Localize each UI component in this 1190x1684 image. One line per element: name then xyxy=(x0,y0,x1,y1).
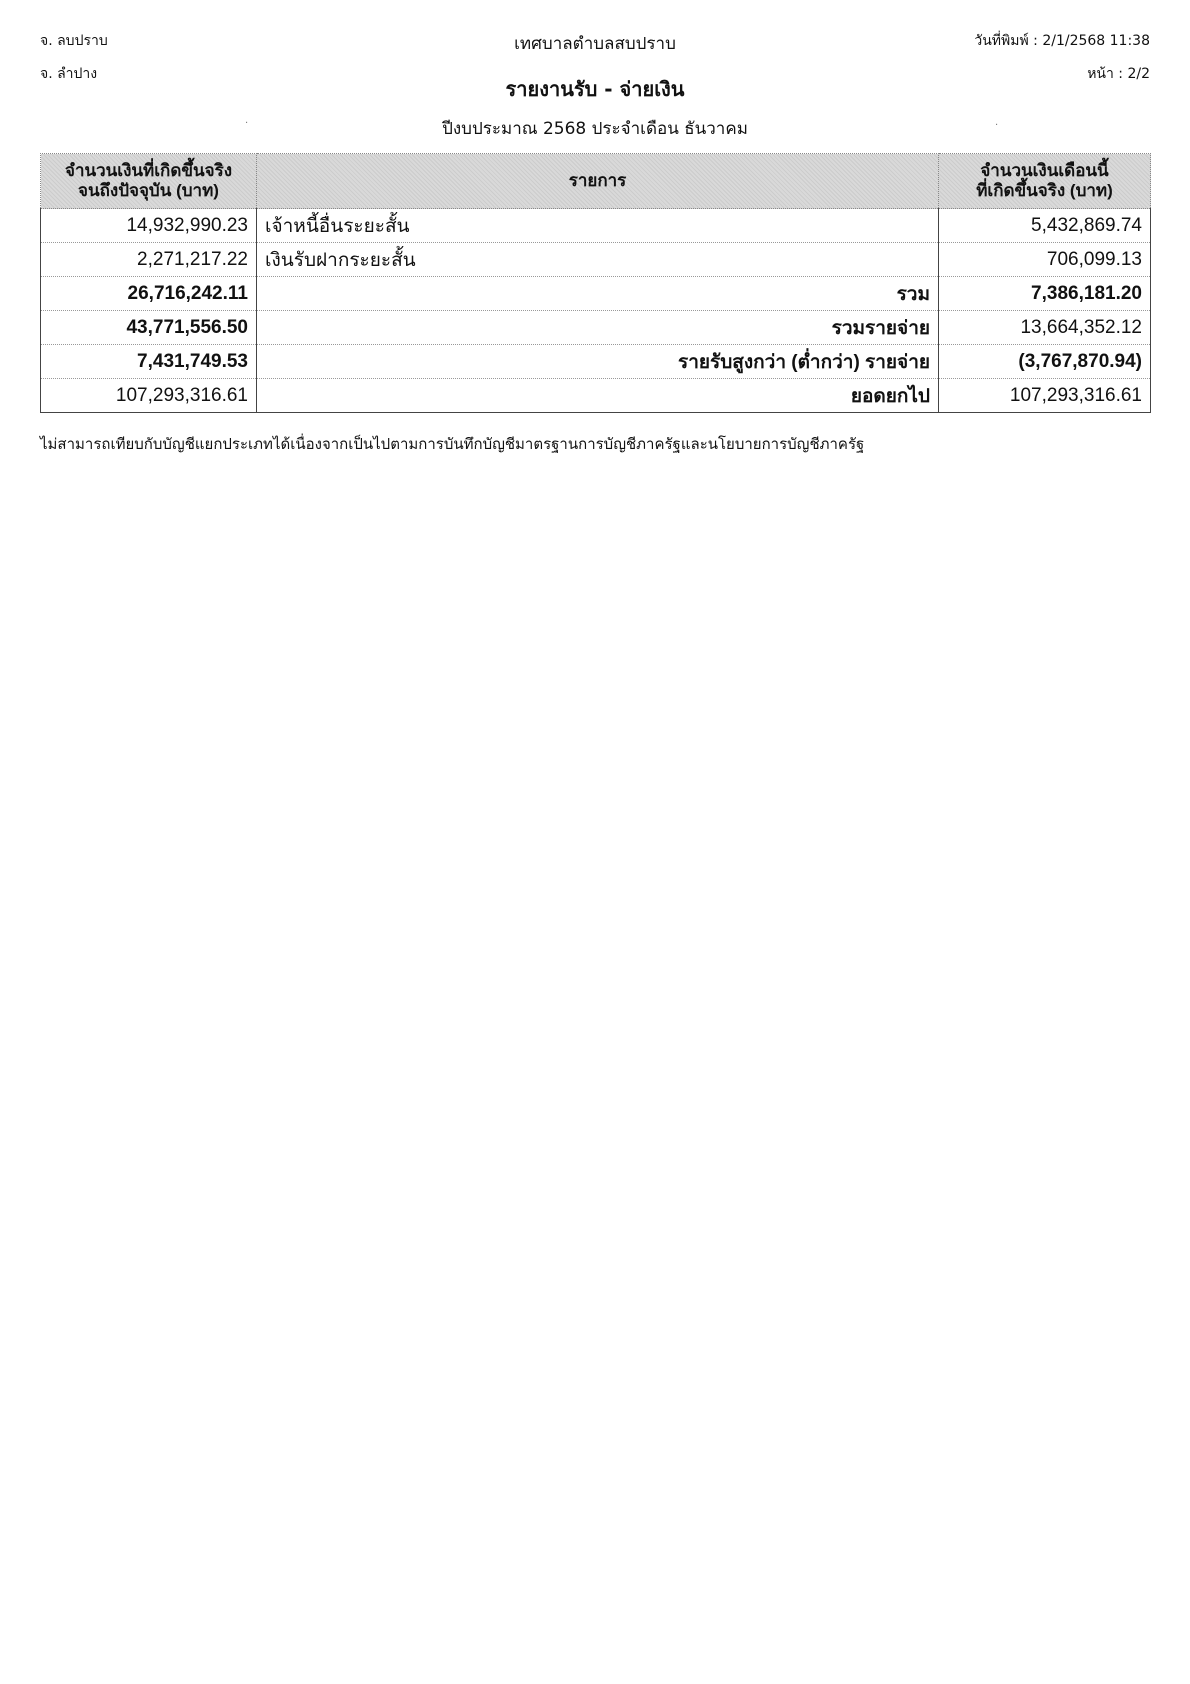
cell-item: รวม xyxy=(257,277,939,311)
cell-month: 107,293,316.61 xyxy=(939,379,1151,413)
receipts-expenditures-table xyxy=(40,153,1151,413)
cell-item: เงินรับฝากระยะสั้น xyxy=(257,243,939,277)
column-header-month xyxy=(939,154,1151,209)
column-header-item xyxy=(257,154,939,209)
organization-name: เทศบาลตำบลสบปราบ xyxy=(514,34,676,54)
table-header-row xyxy=(41,154,1151,209)
column-header-ytd xyxy=(41,154,257,209)
table-row-surplus xyxy=(41,345,1151,379)
district-label: จ. ลบปราบ xyxy=(40,33,108,49)
cell-month: 7,386,181.20 xyxy=(939,277,1151,311)
cell-month: 13,664,352.12 xyxy=(939,311,1151,345)
scan-mark: · xyxy=(995,120,999,131)
cell-ytd: 2,271,217.22 xyxy=(41,243,257,277)
cell-ytd: 26,716,242.11 xyxy=(41,277,257,311)
column-header-line: จำนวนเงินที่เกิดขึ้นจริง xyxy=(64,161,232,180)
cell-ytd: 14,932,990.23 xyxy=(41,209,257,243)
page-number: หน้า : 2/2 xyxy=(1087,66,1150,82)
cell-month: 5,432,869.74 xyxy=(939,209,1151,243)
cell-ytd: 43,771,556.50 xyxy=(41,311,257,345)
column-header-line: จนถึงปัจจุบัน (บาท) xyxy=(78,181,219,200)
column-header-line: จำนวนเงินเดือนนี้ xyxy=(980,161,1109,180)
cell-item: เจ้าหนี้อื่นระยะสั้น xyxy=(257,209,939,243)
report-subtitle: ปีงบประมาณ 2568 ประจำเดือน ธันวาคม xyxy=(442,119,748,139)
cell-item: ยอดยกไป xyxy=(257,379,939,413)
cell-item: รวมรายจ่าย xyxy=(257,311,939,345)
cell-month: 706,099.13 xyxy=(939,243,1151,277)
column-header-line: รายการ xyxy=(568,171,627,190)
cell-ytd: 107,293,316.61 xyxy=(41,379,257,413)
print-date: วันที่พิมพ์ : 2/1/2568 11:38 xyxy=(974,33,1150,49)
table-row xyxy=(41,243,1151,277)
province-label: จ. ลำปาง xyxy=(40,66,98,82)
table-row-total-expenditure xyxy=(41,311,1151,345)
footnote: ไม่สามารถเทียบกับบัญชีแยกประเภทได้เนื่องจากเป็นไปตามการบันทึกบัญชีมาตรฐานการบัญชีภาครัฐและนโยบายการบัญชีภาครัฐ xyxy=(40,435,865,453)
table-row xyxy=(41,209,1151,243)
table-row-total xyxy=(41,277,1151,311)
cell-month: (3,767,870.94) xyxy=(939,345,1151,379)
report-title: รายงานรับ - จ่ายเงิน xyxy=(505,77,685,101)
scan-mark: · xyxy=(245,118,249,129)
cell-ytd: 7,431,749.53 xyxy=(41,345,257,379)
column-header-line: ที่เกิดขึ้นจริง (บาท) xyxy=(976,181,1113,200)
cell-item: รายรับสูงกว่า (ต่ำกว่า) รายจ่าย xyxy=(257,345,939,379)
table-row-carried-forward xyxy=(41,379,1151,413)
